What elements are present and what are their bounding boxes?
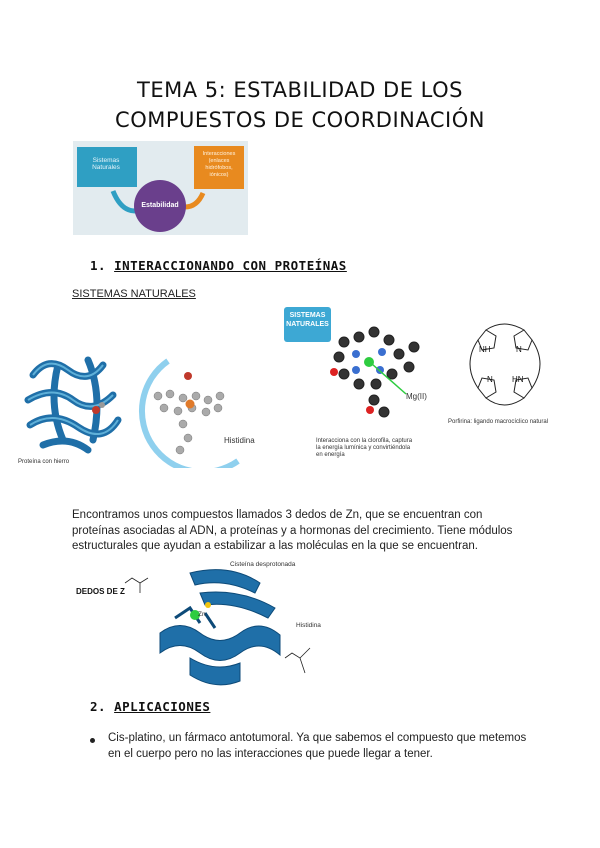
sistemas-naturales-badge: SISTEMAS NATURALES (284, 307, 331, 342)
zinc-finger-label: DEDOS DE Z (76, 587, 125, 596)
heme-closeup-figure (128, 356, 258, 468)
clorofila-figure (284, 304, 434, 469)
heme-closeup-svg (128, 356, 258, 468)
n-label-bottom: N (487, 375, 493, 384)
protein-caption: Proteína con hierro (18, 459, 70, 465)
zn-label: Zn (198, 611, 206, 618)
zinc-finger-svg (120, 563, 350, 698)
porfirina-figure (448, 318, 560, 433)
mg-label: Mg(II) (406, 392, 427, 401)
nh-label-top: NH (479, 345, 491, 354)
section-1-number: 1. (90, 258, 107, 273)
concept-map-diagram (73, 141, 248, 235)
subheading-sistemas-naturales: SISTEMAS NATURALES (72, 288, 196, 300)
clorofila-svg (314, 312, 434, 422)
paragraph-dedos-zn: Encontramos unos compuestos llamados 3 dedos de Zn, que se encuentran con proteínas asociadas al ADN, a proteínas y a hormonas del crecimiento. Tiene módulos estructurales que ayudan a estabilizar a las moléculas en la que se encuentran. (72, 509, 513, 552)
porfirina-caption: Porfirina: ligando macrocíclico natural (448, 419, 549, 425)
clorofila-caption: Interacciona con la clorofila, captura la energía lumínica y convirtiéndola en energía (316, 438, 413, 458)
page-title-line-1: TEMA 5: ESTABILIDAD DE LOS (137, 78, 463, 102)
porfirina-svg (448, 318, 560, 418)
concept-right-box-label: Interacciones (enlaces hidrófobos, iónicos) (202, 151, 236, 178)
cisteina-label: Cisteína desprotonada (230, 561, 296, 568)
page-title-line-2: COMPUESTOS DE COORDINACIÓN (115, 108, 485, 132)
bullet-marker (90, 736, 98, 744)
section-2-heading (90, 699, 210, 714)
protein-ribbon-svg (18, 345, 128, 470)
section-1-title: INTERACCIONANDO CON PROTEÍNAS (114, 258, 347, 273)
hn-label-bottom: HN (512, 375, 524, 384)
bullet-cis-platino: Cis-platino, un fármaco antotumoral. Ya que sabemos el compuesto que metemos en el cuerpo pero no las interacciones que puede llegar a tener. (108, 732, 527, 760)
section-2-number: 2. (90, 699, 107, 714)
histidina-label: Histidina (224, 436, 255, 445)
section-2-title: APLICACIONES (114, 699, 211, 714)
section-1-heading (90, 258, 347, 273)
concept-center-label: Estabilidad (141, 202, 179, 209)
histidina-zn-label: Histidina (296, 622, 321, 629)
concept-left-box-label: Sistemas Naturales (92, 157, 120, 171)
n-label-top: N (516, 345, 522, 354)
protein-ribbon-figure (18, 345, 128, 470)
zinc-finger-figure (70, 558, 350, 698)
